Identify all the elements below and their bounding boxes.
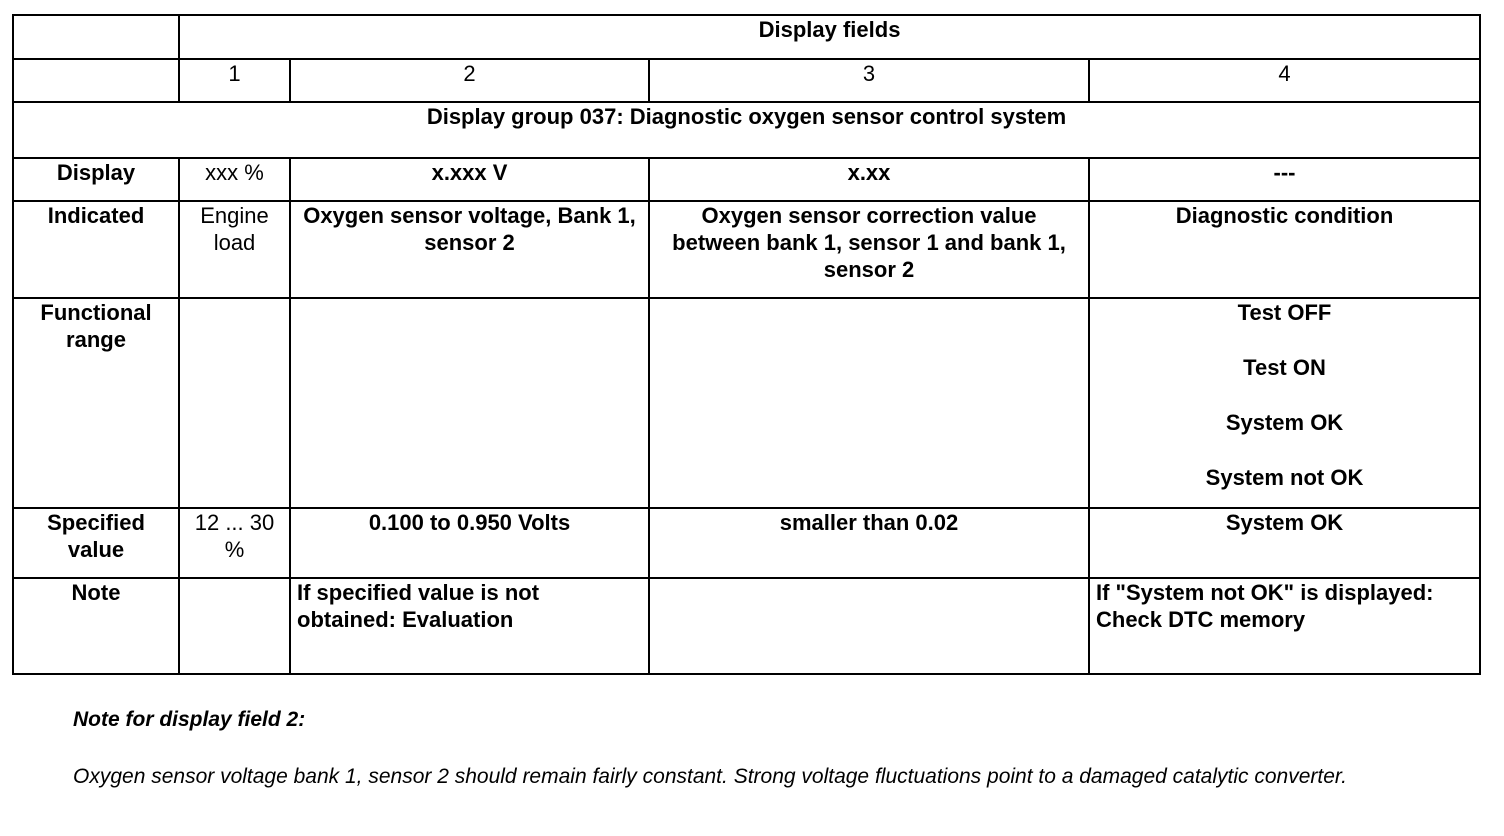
display-fields-heading: Display fields xyxy=(179,15,1480,59)
note-field-2: If specified value is not obtained: Evaluation xyxy=(290,578,649,674)
note-field-1 xyxy=(179,578,290,674)
display-field-4: --- xyxy=(1089,158,1480,201)
note-field-3 xyxy=(649,578,1089,674)
indicated-field-3: Oxygen sensor correction value between bank 1, sensor 1 and bank 1, sensor 2 xyxy=(649,201,1089,298)
functional-range-list xyxy=(1096,299,1473,491)
functional-range-field-1 xyxy=(179,298,290,508)
specified-value-field-4: System OK xyxy=(1089,508,1480,578)
note-field-4: If "System not OK" is displayed: Check DTC memory xyxy=(1089,578,1480,674)
field-number-1: 1 xyxy=(179,59,290,102)
row-label-display: Display xyxy=(13,158,179,201)
group-title-row xyxy=(13,102,1480,158)
functional-range-field-3 xyxy=(649,298,1089,508)
functional-range-item: Test OFF xyxy=(1237,300,1332,325)
table-row-display xyxy=(13,158,1480,201)
specified-value-field-3: smaller than 0.02 xyxy=(649,508,1089,578)
functional-range-field-2 xyxy=(290,298,649,508)
functional-range-field-4 xyxy=(1089,298,1480,508)
table-row-note xyxy=(13,578,1480,674)
display-group-table xyxy=(12,14,1481,675)
specified-value-field-1: 12 ... 30 % xyxy=(179,508,290,578)
field-number-4: 4 xyxy=(1089,59,1480,102)
row-label-specified-value: Specified value xyxy=(13,508,179,578)
indicated-field-1: Engine load xyxy=(179,201,290,298)
field-number-row xyxy=(13,59,1480,102)
field-number-3: 3 xyxy=(649,59,1089,102)
footnote-body: Oxygen sensor voltage bank 1, sensor 2 should remain fairly constant. Strong voltage fluctuations point to a damaged catalytic converter. xyxy=(73,765,1347,788)
footnote-heading: Note for display field 2: xyxy=(73,708,306,731)
field-number-empty xyxy=(13,59,179,102)
field-number-2: 2 xyxy=(290,59,649,102)
functional-range-item: System not OK xyxy=(1205,465,1364,490)
table-row-functional-range xyxy=(13,298,1480,508)
specified-value-field-2: 0.100 to 0.950 Volts xyxy=(290,508,649,578)
functional-range-item: Test ON xyxy=(1243,355,1326,380)
display-field-1: xxx % xyxy=(179,158,290,201)
display-field-2: x.xxx V xyxy=(290,158,649,201)
indicated-field-4: Diagnostic condition xyxy=(1089,201,1480,298)
table-row-indicated xyxy=(13,201,1480,298)
row-label-functional-range: Functional range xyxy=(13,298,179,508)
table-row-specified-value xyxy=(13,508,1480,578)
row-label-indicated: Indicated xyxy=(13,201,179,298)
row-label-note: Note xyxy=(13,578,179,674)
table-header-row xyxy=(13,15,1480,59)
display-field-3: x.xx xyxy=(649,158,1089,201)
header-corner-cell xyxy=(13,15,179,59)
functional-range-item: System OK xyxy=(1225,410,1344,435)
indicated-field-2: Oxygen sensor voltage, Bank 1, sensor 2 xyxy=(290,201,649,298)
display-group-title: Display group 037: Diagnostic oxygen sensor control system xyxy=(13,102,1480,158)
